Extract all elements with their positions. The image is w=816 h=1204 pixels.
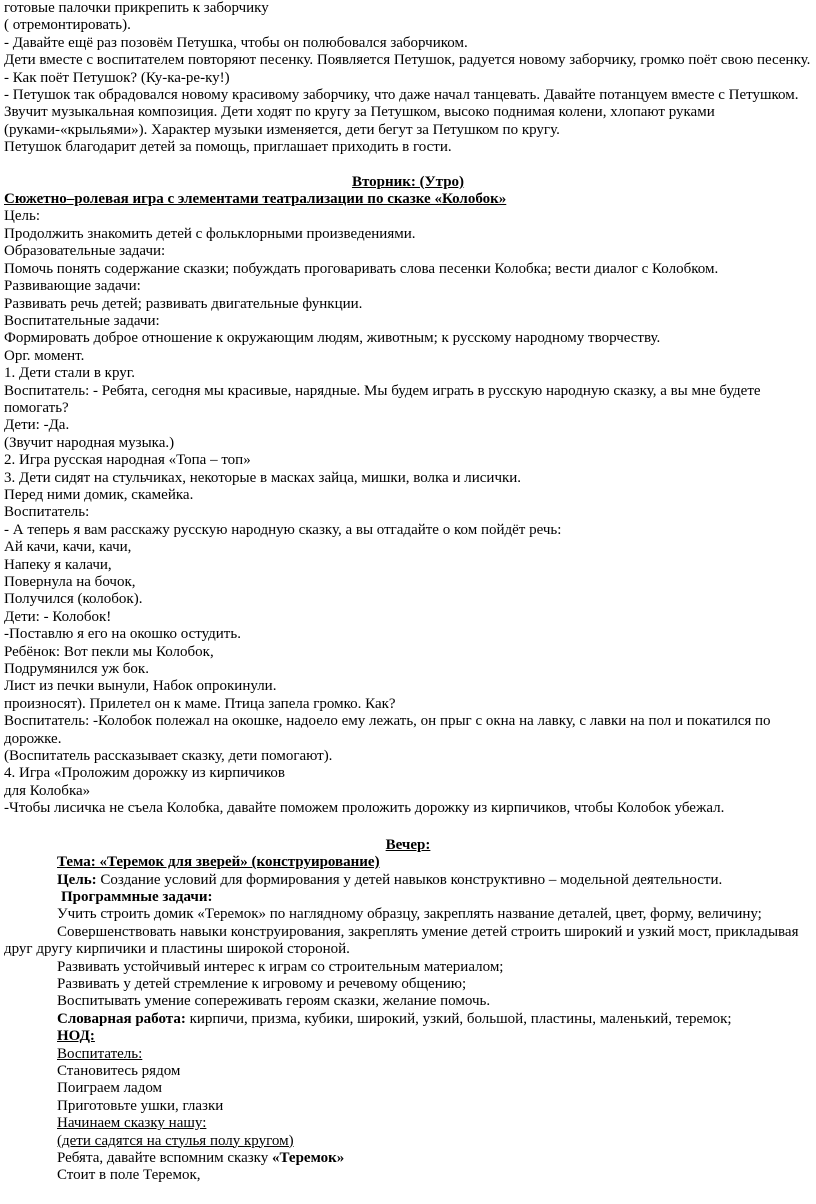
paragraph: для Колобка» [4, 782, 91, 799]
poem-line: Подрумянился уж бок. [4, 661, 149, 678]
paragraph: Воспитатель: - Ребята, сегодня мы красивые, нарядные. Мы будем играть в русскую народную сказку, а вы мне будете помогать? [4, 382, 761, 416]
paragraph: Продолжить знакомить детей с фольклорными произведениями. [4, 225, 416, 242]
paragraph: Воспитатель: -Колобок полежал на окошке, надоело ему лежать, он прыг с окна на лавку, с лавки на пол и покатился по дорожке. [4, 713, 771, 747]
evening-theme: Тема: «Теремок для зверей» (конструирование) [57, 854, 380, 871]
nod-heading: НОД: [57, 1028, 95, 1045]
vocab-label: Словарная работа: [57, 1010, 186, 1027]
stage-direction: (дети садятся на стулья полу кругом) [57, 1132, 294, 1149]
poem-line: Ребёнок: Вот пекли мы Колобок, [4, 643, 214, 660]
task-line: Учить строить домик «Теремок» по наглядному образцу, закреплять название деталей, цвет, форму, величину; [57, 906, 762, 923]
paragraph: ( отремонтировать). [4, 17, 131, 34]
paragraph: 3. Дети сидят на стульчиках, некоторые в масках зайца, мишки, волка и лисички. [4, 469, 522, 486]
paragraph: (Воспитатель рассказывает сказку, дети помогают). [4, 748, 333, 765]
paragraph: Петушок благодарит детей за помощь, приглашает приходить в гости. [4, 139, 452, 156]
paragraph: -Чтобы лисичка не съела Колобка, давайте поможем проложить дорожку из кирпичиков, чтобы Колобок убежал. [4, 800, 725, 817]
poem-line: Повернула на бочок, [4, 574, 136, 590]
poem-line: Приготовьте ушки, глазки [57, 1097, 224, 1114]
poem-line: Лист из печки вынули, Набок опрокинули. [4, 678, 277, 695]
recall-title: «Теремок» [272, 1150, 345, 1166]
poem-line: Становитесь рядом [57, 1062, 181, 1079]
paragraph: 4. Игра «Проложим дорожку из кирпичиков [4, 765, 285, 782]
vocab-line [4, 1011, 812, 1028]
paragraph: Формировать доброе отношение к окружающим людям, животным; к русскому народному творчеству. [4, 330, 661, 347]
paragraph: (Звучит народная музыка.) [4, 434, 175, 451]
poem-line: Получился (колобок). [4, 591, 143, 608]
paragraph: Воспитательные задачи: [4, 312, 160, 329]
paragraph: - Петушок так обрадовался новому красивому заборчику, что даже начал танцевать. Давайте потанцуем вместе с Петушком. Звучит музыкальная композиция. Дети ходят по кругу за Петушком, высоко поднимая колени, хлопают руками (руками-«крыльями»). Характер музыки изменяется, дети бегут за Петушком по кругу. [4, 87, 799, 138]
poem-line: Стоит в поле Теремок, [57, 1167, 201, 1184]
goal-text: Создание условий для формирования у детей навыков конструктивно – модельной деятельности. [96, 871, 723, 888]
task-line: Развивать устойчивый интерес к играм со строительным материалом; [57, 958, 504, 975]
evening-goal [4, 872, 812, 889]
paragraph: Цель: [4, 208, 40, 225]
paragraph: 2. Игра русская народная «Топа – топ» [4, 452, 251, 469]
paragraph: Перед ними домик, скамейка. [4, 486, 194, 503]
paragraph: Дети вместе с воспитателем повторяют песенку. Появляется Петушок, радуется новому заборчику, громко поёт свою песенку. [4, 52, 811, 69]
teacher-label: Воспитатель: [57, 1045, 143, 1062]
poem-line: Поиграем ладом [57, 1080, 163, 1097]
poem-line: Начинаем сказку нашу: [57, 1115, 207, 1132]
task-line: Совершенствовать навыки конструирования, закреплять умение детей строить широкий и узкий мост, прикладывая друг другу кирпичики и пластины широкой стороной. [4, 923, 799, 958]
paragraph: 1. Дети стали в круг. [4, 365, 135, 382]
paragraph: Развивающие задачи: [4, 278, 141, 295]
paragraph: произносят). Прилетел он к маме. Птица запела громко. Как? [4, 695, 396, 712]
paragraph: Развивать речь детей; развивать двигательные функции. [4, 295, 363, 312]
section-heading-tuesday: Вторник: (Утро) [351, 173, 465, 190]
recall-text: Ребята, давайте вспомним сказку [57, 1150, 272, 1166]
recall-line [4, 1150, 812, 1167]
task-line: Развивать у детей стремление к игровому и речевому общению; [57, 975, 467, 992]
paragraph: Помочь понять содержание сказки; побуждать проговаривать слова песенки Колобка; вести диалог с Колобком. [4, 260, 719, 277]
paragraph: Дети: - Колобок! [4, 608, 112, 625]
task-line: Воспитывать умение сопереживать героям сказки, желание помочь. [57, 993, 491, 1010]
paragraph: Дети: -Да. [4, 417, 70, 434]
poem-line: Напеку я калачи, [4, 556, 112, 573]
tasks-label: Программные задачи: [61, 888, 213, 905]
paragraph: - А теперь я вам расскажу русскую народную сказку, а вы отгадайте о ком пойдёт речь: [4, 521, 562, 538]
goal-label: Цель: [57, 871, 97, 888]
paragraph: Орг. момент. [4, 347, 85, 364]
vocab-text: кирпичи, призма, кубики, широкий, узкий, большой, пластины, маленький, теремок; [185, 1010, 732, 1027]
paragraph: Образовательные задачи: [4, 243, 166, 260]
section-heading-evening: Вечер: [385, 836, 431, 853]
poem-line: Ай качи, качи, качи, [4, 539, 132, 556]
paragraph: - Как поёт Петушок? (Ку-ка-ре-ку!) [4, 69, 230, 86]
paragraph: -Поставлю я его на окошко остудить. [4, 626, 241, 643]
paragraph: - Давайте ещё раз позовём Петушка, чтобы он полюбовался заборчиком. [4, 34, 468, 51]
paragraph: готовые палочки прикрепить к заборчику [4, 0, 269, 16]
paragraph: Воспитатель: [4, 504, 90, 521]
game-title: Сюжетно–ролевая игра с элементами театрализации по сказке «Колобок» [4, 191, 507, 208]
